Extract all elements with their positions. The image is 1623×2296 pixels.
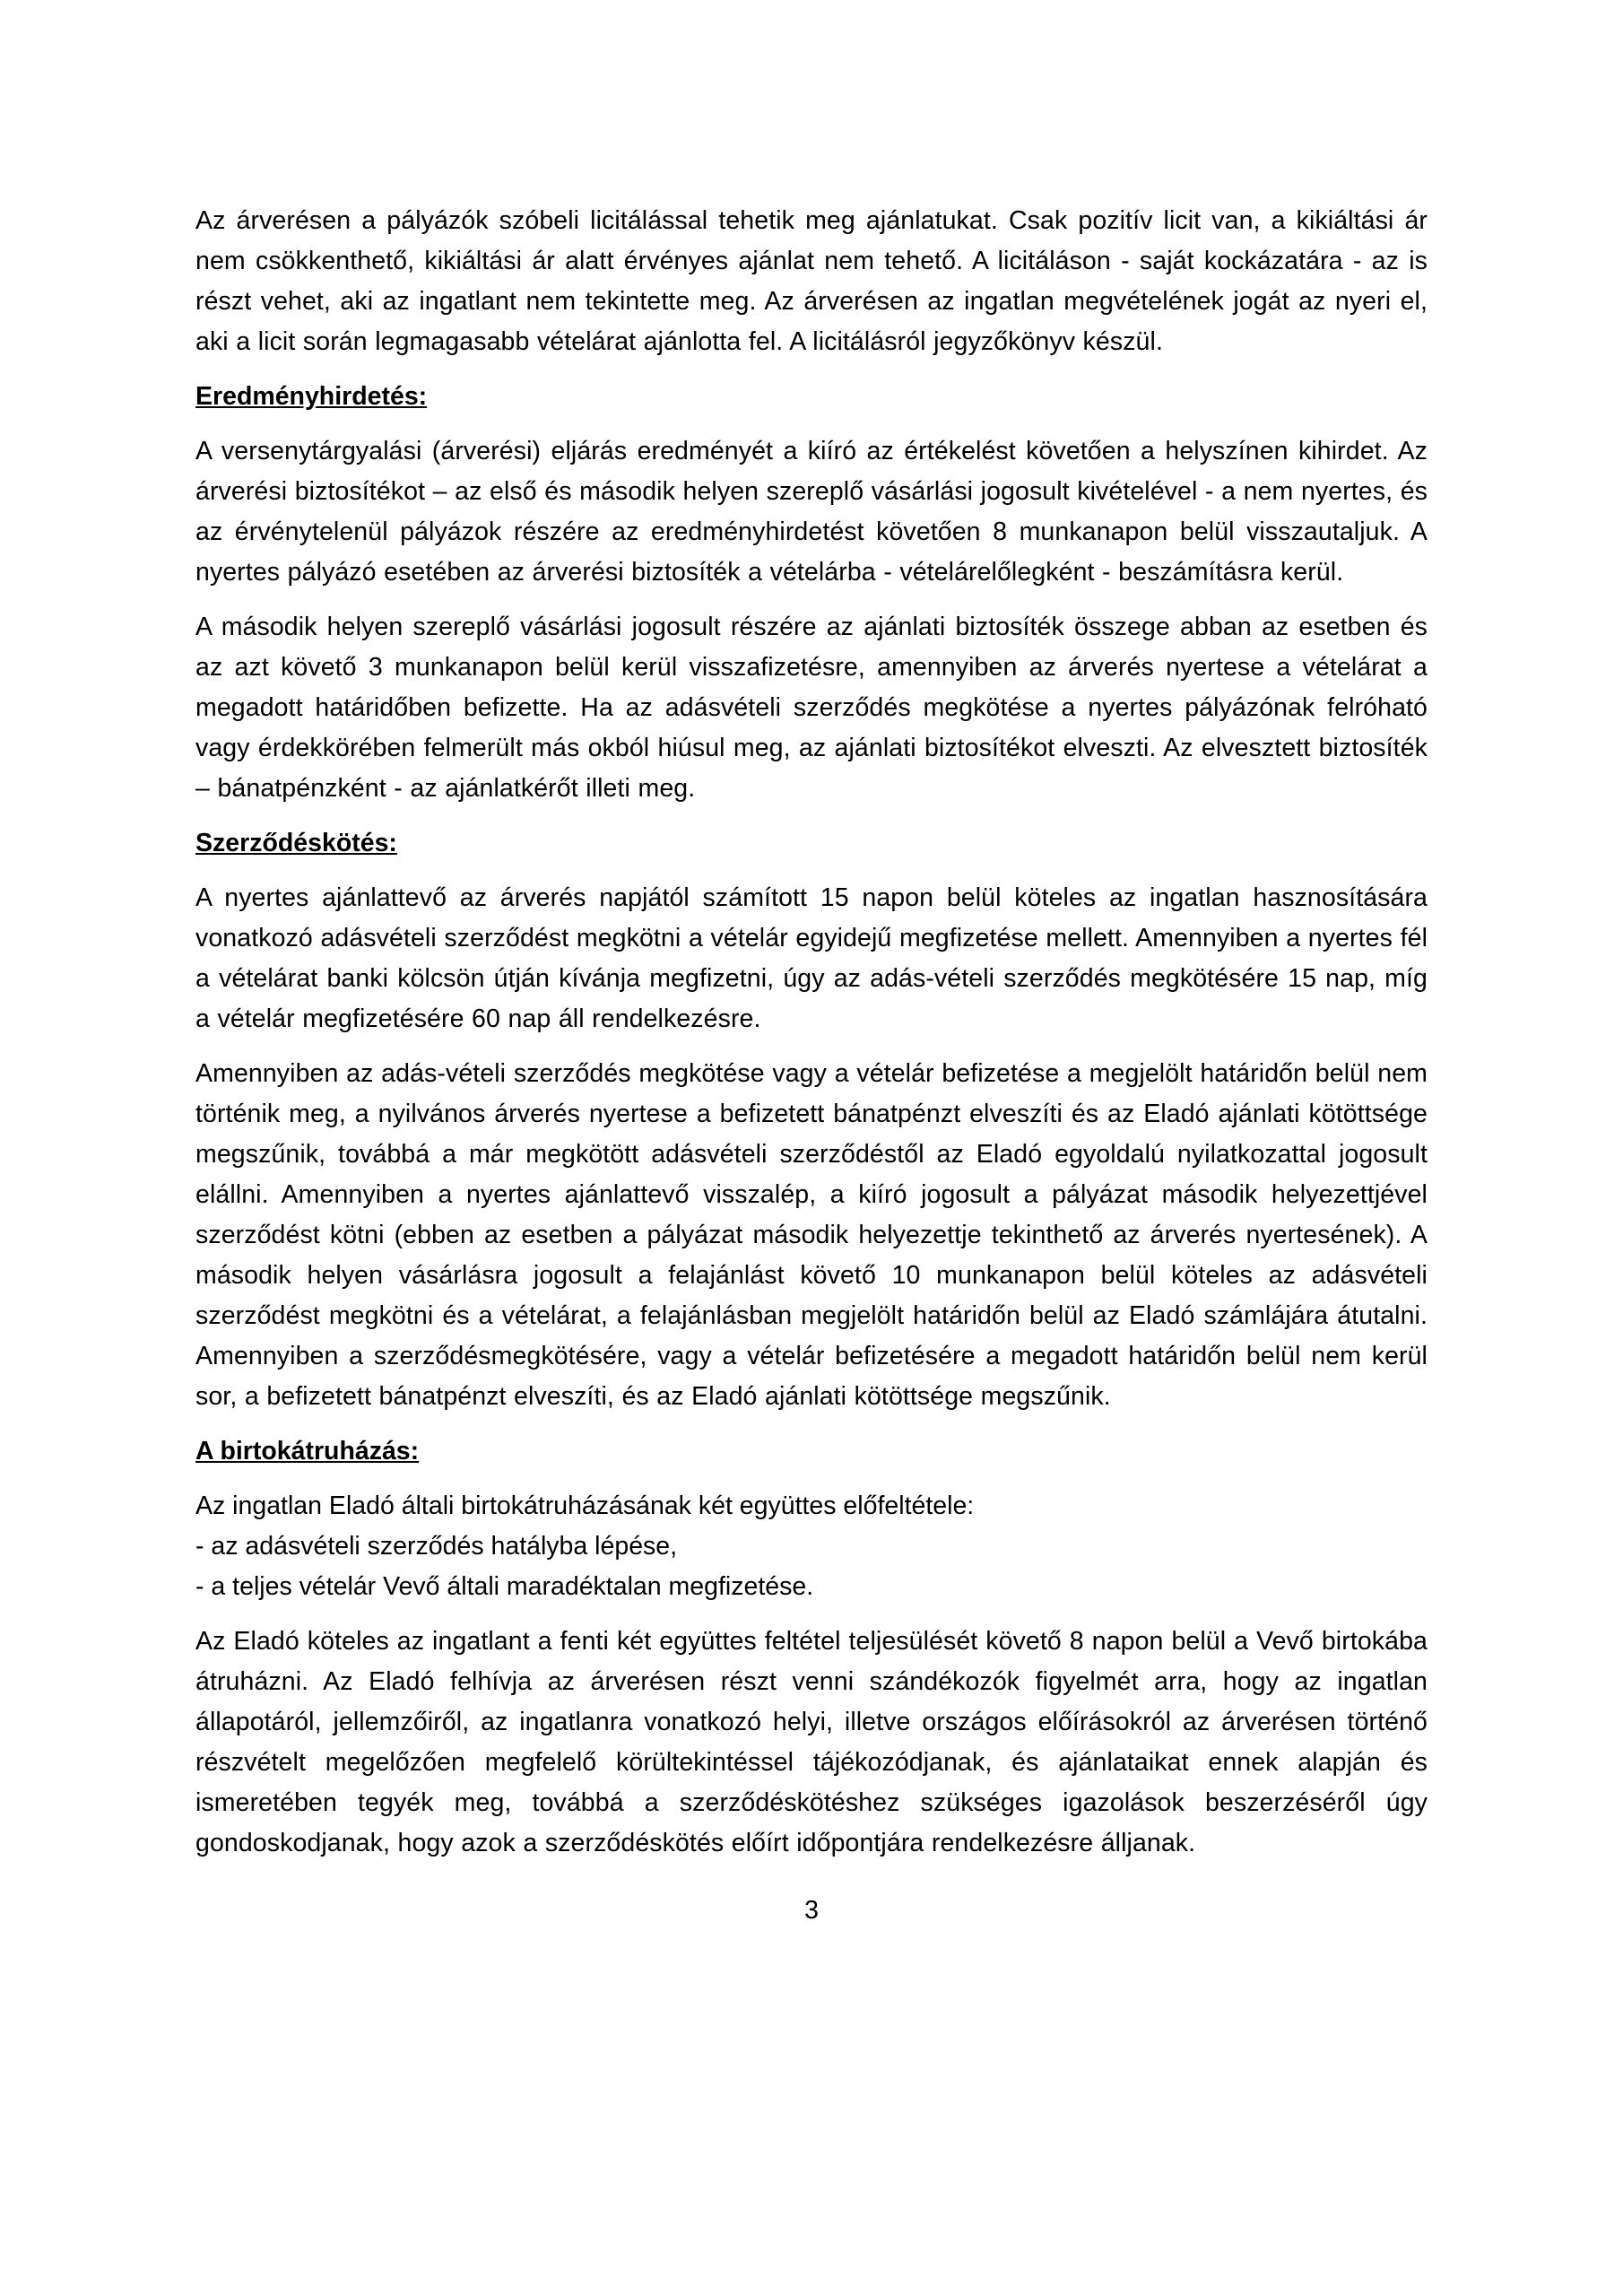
handover-preconditions-intro: Az ingatlan Eladó általi birtokátruházásának két együttes előfeltétele: <box>195 1492 975 1520</box>
handover-precondition-item-2: - a teljes vételár Vevő általi maradéktalan megfizetése. <box>195 1572 814 1601</box>
heading-szerzodeskotes: Szerződéskötés: <box>195 829 397 857</box>
heading-birtokatruhazas: A birtokátruházás: <box>195 1437 420 1465</box>
paragraph-contract-signing-deadline: A nyertes ajánlattevő az árverés napjától számított 15 napon belül köteles az ingatlan hasznosítására vonatkozó adásvételi szerződést megkötni a vételár egyidejű megfizetése mellett. Amennyiben a nyertes fél a vételárat banki kölcsön útján kívánja megfizetni, úgy az adás-vételi szerződés megkötésére 15 nap, míg a vételár megfizetésére 60 nap áll rendelkezésre. <box>195 883 1428 1033</box>
page-number: 3 <box>804 1896 819 1925</box>
paragraph-auction-bidding: Az árverésen a pályázók szóbeli licitálással tehetik meg ajánlatukat. Csak pozitív licit van, a kikiáltási ár nem csökkenthető, kikiáltási ár alatt érvényes ajánlat nem tehető. A licitáláson - saját kockázatára - az is részt vehet, aki az ingatlant nem tekintette meg. Az árverésen az ingatlan megvételének jogát az nyeri el, aki a licit során legmagasabb vételárat ajánlotta fel. A licitálásról jegyzőkönyv készül. <box>195 206 1428 356</box>
heading-eredmenyhirdetes: Eredményhirdetés: <box>195 382 428 411</box>
paragraph-second-place-deposit: A második helyen szereplő vásárlási jogosult részére az ajánlati biztosíték összege abban az esetben és az azt követő 3 munkanapon belül kerül visszafizetésre, amennyiben az árverés nyertese a vételárat a megadott határidőben befizette. Ha az adásvételi szerződés megkötése a nyertes pályázónak felróható vagy érdekkörében felmerült más okból hiúsul meg, az ajánlati biztosítékot elveszti. Az elvesztett biztosíték – bánatpénzként - az ajánlatkérőt illeti meg. <box>195 613 1428 803</box>
handover-precondition-item-1: - az adásvételi szerződés hatályba lépése, <box>195 1532 678 1561</box>
paragraph-contract-failure-consequences: Amennyiben az adás-vételi szerződés megkötése vagy a vételár befizetése a megjelölt határidőn belül nem történik meg, a nyilvános árverés nyertese a befizetett bánatpénzt elveszíti és az Eladó ajánlati kötöttsége megszűnik, továbbá a már megkötött adásvételi szerződéstől az Eladó egyoldalú nyilatkozattal jogosult elállni. Amennyiben a nyertes ajánlattevő visszalép, a kiíró jogosult a pályázat második helyezettjével szerződést kötni (ebben az esetben a pályázat második helyezettje tekinthető az árverés nyertesének). A második helyen vásárlásra jogosult a felajánlást követő 10 munkanapon belül köteles az adásvételi szerződést megkötni és a vételárat, a felajánlásban megjelölt határidőn belül az Eladó számlájára átutalni. Amennyiben a szerződésmegkötésére, vagy a vételár befizetésére a megadott határidőn belül nem kerül sor, a befizetett bánatpénzt elveszíti, és az Eladó ajánlati kötöttsége megszűnik. <box>195 1059 1428 1411</box>
paragraph-handover-preconditions <box>195 1486 1428 1607</box>
paragraph-result-announcement: A versenytárgyalási (árverési) eljárás eredményét a kiíró az értékelést követően a helyszínen kihirdet. Az árverési biztosítékot – az első és második helyen szereplő vásárlási jogosult kivételével - a nem nyertes, és az érvénytelenül pályázok részére az eredményhirdetést követően 8 munkanapon belül visszautaljuk. A nyertes pályázó esetében az árverési biztosíték a vételárba - vételárelőlegként - beszámításra kerül. <box>195 437 1428 587</box>
paragraph-handover-obligations: Az Eladó köteles az ingatlant a fenti két együttes feltétel teljesülését követő 8 napon belül a Vevő birtokába átruházni. Az Eladó felhívja az árverésen részt venni szándékozók figyelmét arra, hogy az ingatlan állapotáról, jellemzőiről, az ingatlanra vonatkozó helyi, illetve országos előírásokról az árverésen történő részvételt megelőzően megfelelő körültekintéssel tájékozódjanak, és ajánlataikat ennek alapján és ismeretében tegyék meg, továbbá a szerződéskötéshez szükséges igazolások beszerzéséről úgy gondoskodjanak, hogy azok a szerződéskötés előírt időpontjára rendelkezésre álljanak. <box>195 1627 1428 1857</box>
